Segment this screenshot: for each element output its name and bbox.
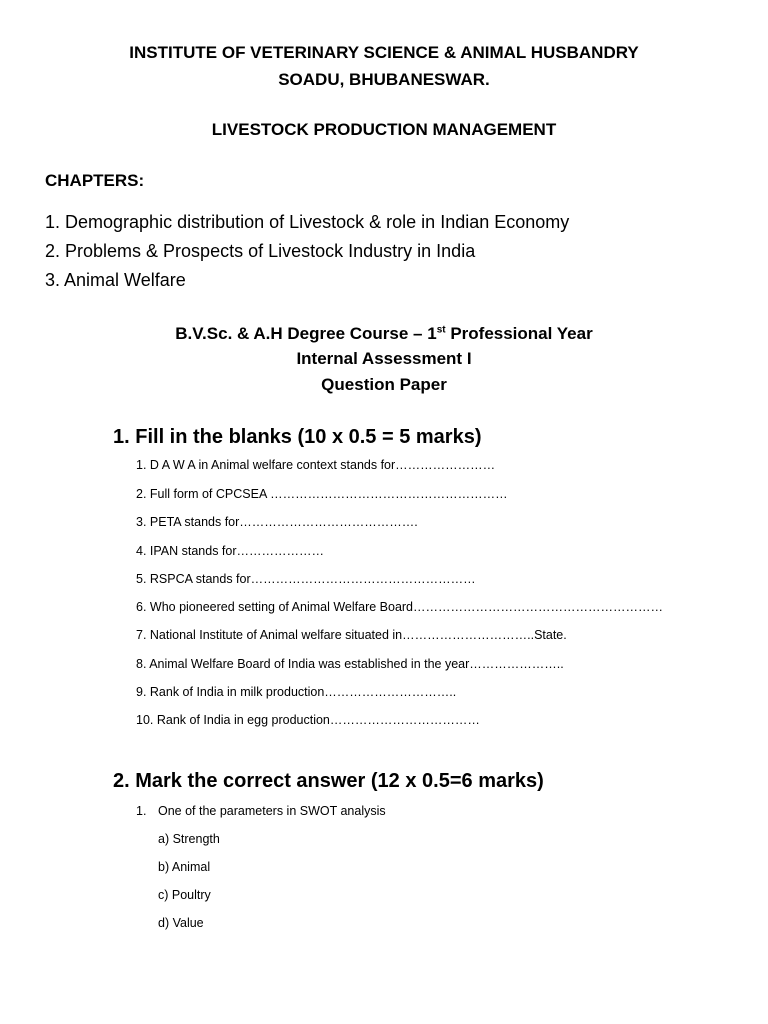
mcq-question-number: 1. xyxy=(136,804,147,818)
mcq-question-text: One of the parameters in SWOT analysis xyxy=(158,804,386,818)
fill-blank-item: 10. Rank of India in egg production……………………………… xyxy=(136,713,480,727)
mcq-option: c) Poultry xyxy=(158,888,211,902)
assessment-title: Internal Assessment I xyxy=(296,349,472,368)
fill-blank-item: 4. IPAN stands for………………… xyxy=(136,544,325,558)
mcq-option: a) Strength xyxy=(158,832,220,846)
chapter-item: 1. Demographic distribution of Livestock & role in Indian Economy xyxy=(45,212,570,232)
fill-blank-item: 1. D A W A in Animal welfare context stands for…………………… xyxy=(136,458,496,472)
fill-blank-item: 5. RSPCA stands for……………………………………………… xyxy=(136,572,476,586)
fill-blank-item: 3. PETA stands for……………………………………. xyxy=(136,515,418,529)
section2-title: 2. Mark the correct answer (12 x 0.5=6 marks) xyxy=(113,770,544,792)
mcq-question xyxy=(136,803,386,819)
institute-location: SOADU, BHUBANESWAR. xyxy=(278,70,490,89)
fill-blank-item: 2. Full form of CPCSEA ………………………………………………… xyxy=(136,487,508,501)
fill-blank-item: 8. Animal Welfare Board of India was established in the year………………….. xyxy=(136,657,564,671)
course-title-text: B.V.Sc. & A.H Degree Course – 1 xyxy=(175,324,437,343)
fill-blank-item: 7. National Institute of Animal welfare situated in…………………………..State. xyxy=(136,628,567,642)
mcq-option: b) Animal xyxy=(158,860,211,874)
chapters-heading: CHAPTERS: xyxy=(45,171,145,190)
chapter-item: 3. Animal Welfare xyxy=(45,270,186,290)
section1-title: 1. Fill in the blanks (10 x 0.5 = 5 marks) xyxy=(113,426,482,448)
course-title-year: Professional Year xyxy=(445,324,593,343)
subject-title: LIVESTOCK PRODUCTION MANAGEMENT xyxy=(211,120,557,139)
fill-blank-item: 9. Rank of India in milk production………………………….. xyxy=(136,685,457,699)
paper-title: Question Paper xyxy=(321,375,447,394)
fill-blank-item: 6. Who pioneered setting of Animal Welfare Board…………………………………………………… xyxy=(136,600,664,614)
course-title xyxy=(0,323,768,345)
institute-name: INSTITUTE OF VETERINARY SCIENCE & ANIMAL HUSBANDRY xyxy=(129,43,639,62)
course-title-superscript: st xyxy=(436,324,446,336)
mcq-option: d) Value xyxy=(158,916,204,930)
chapter-item: 2. Problems & Prospects of Livestock Industry in India xyxy=(45,241,476,261)
